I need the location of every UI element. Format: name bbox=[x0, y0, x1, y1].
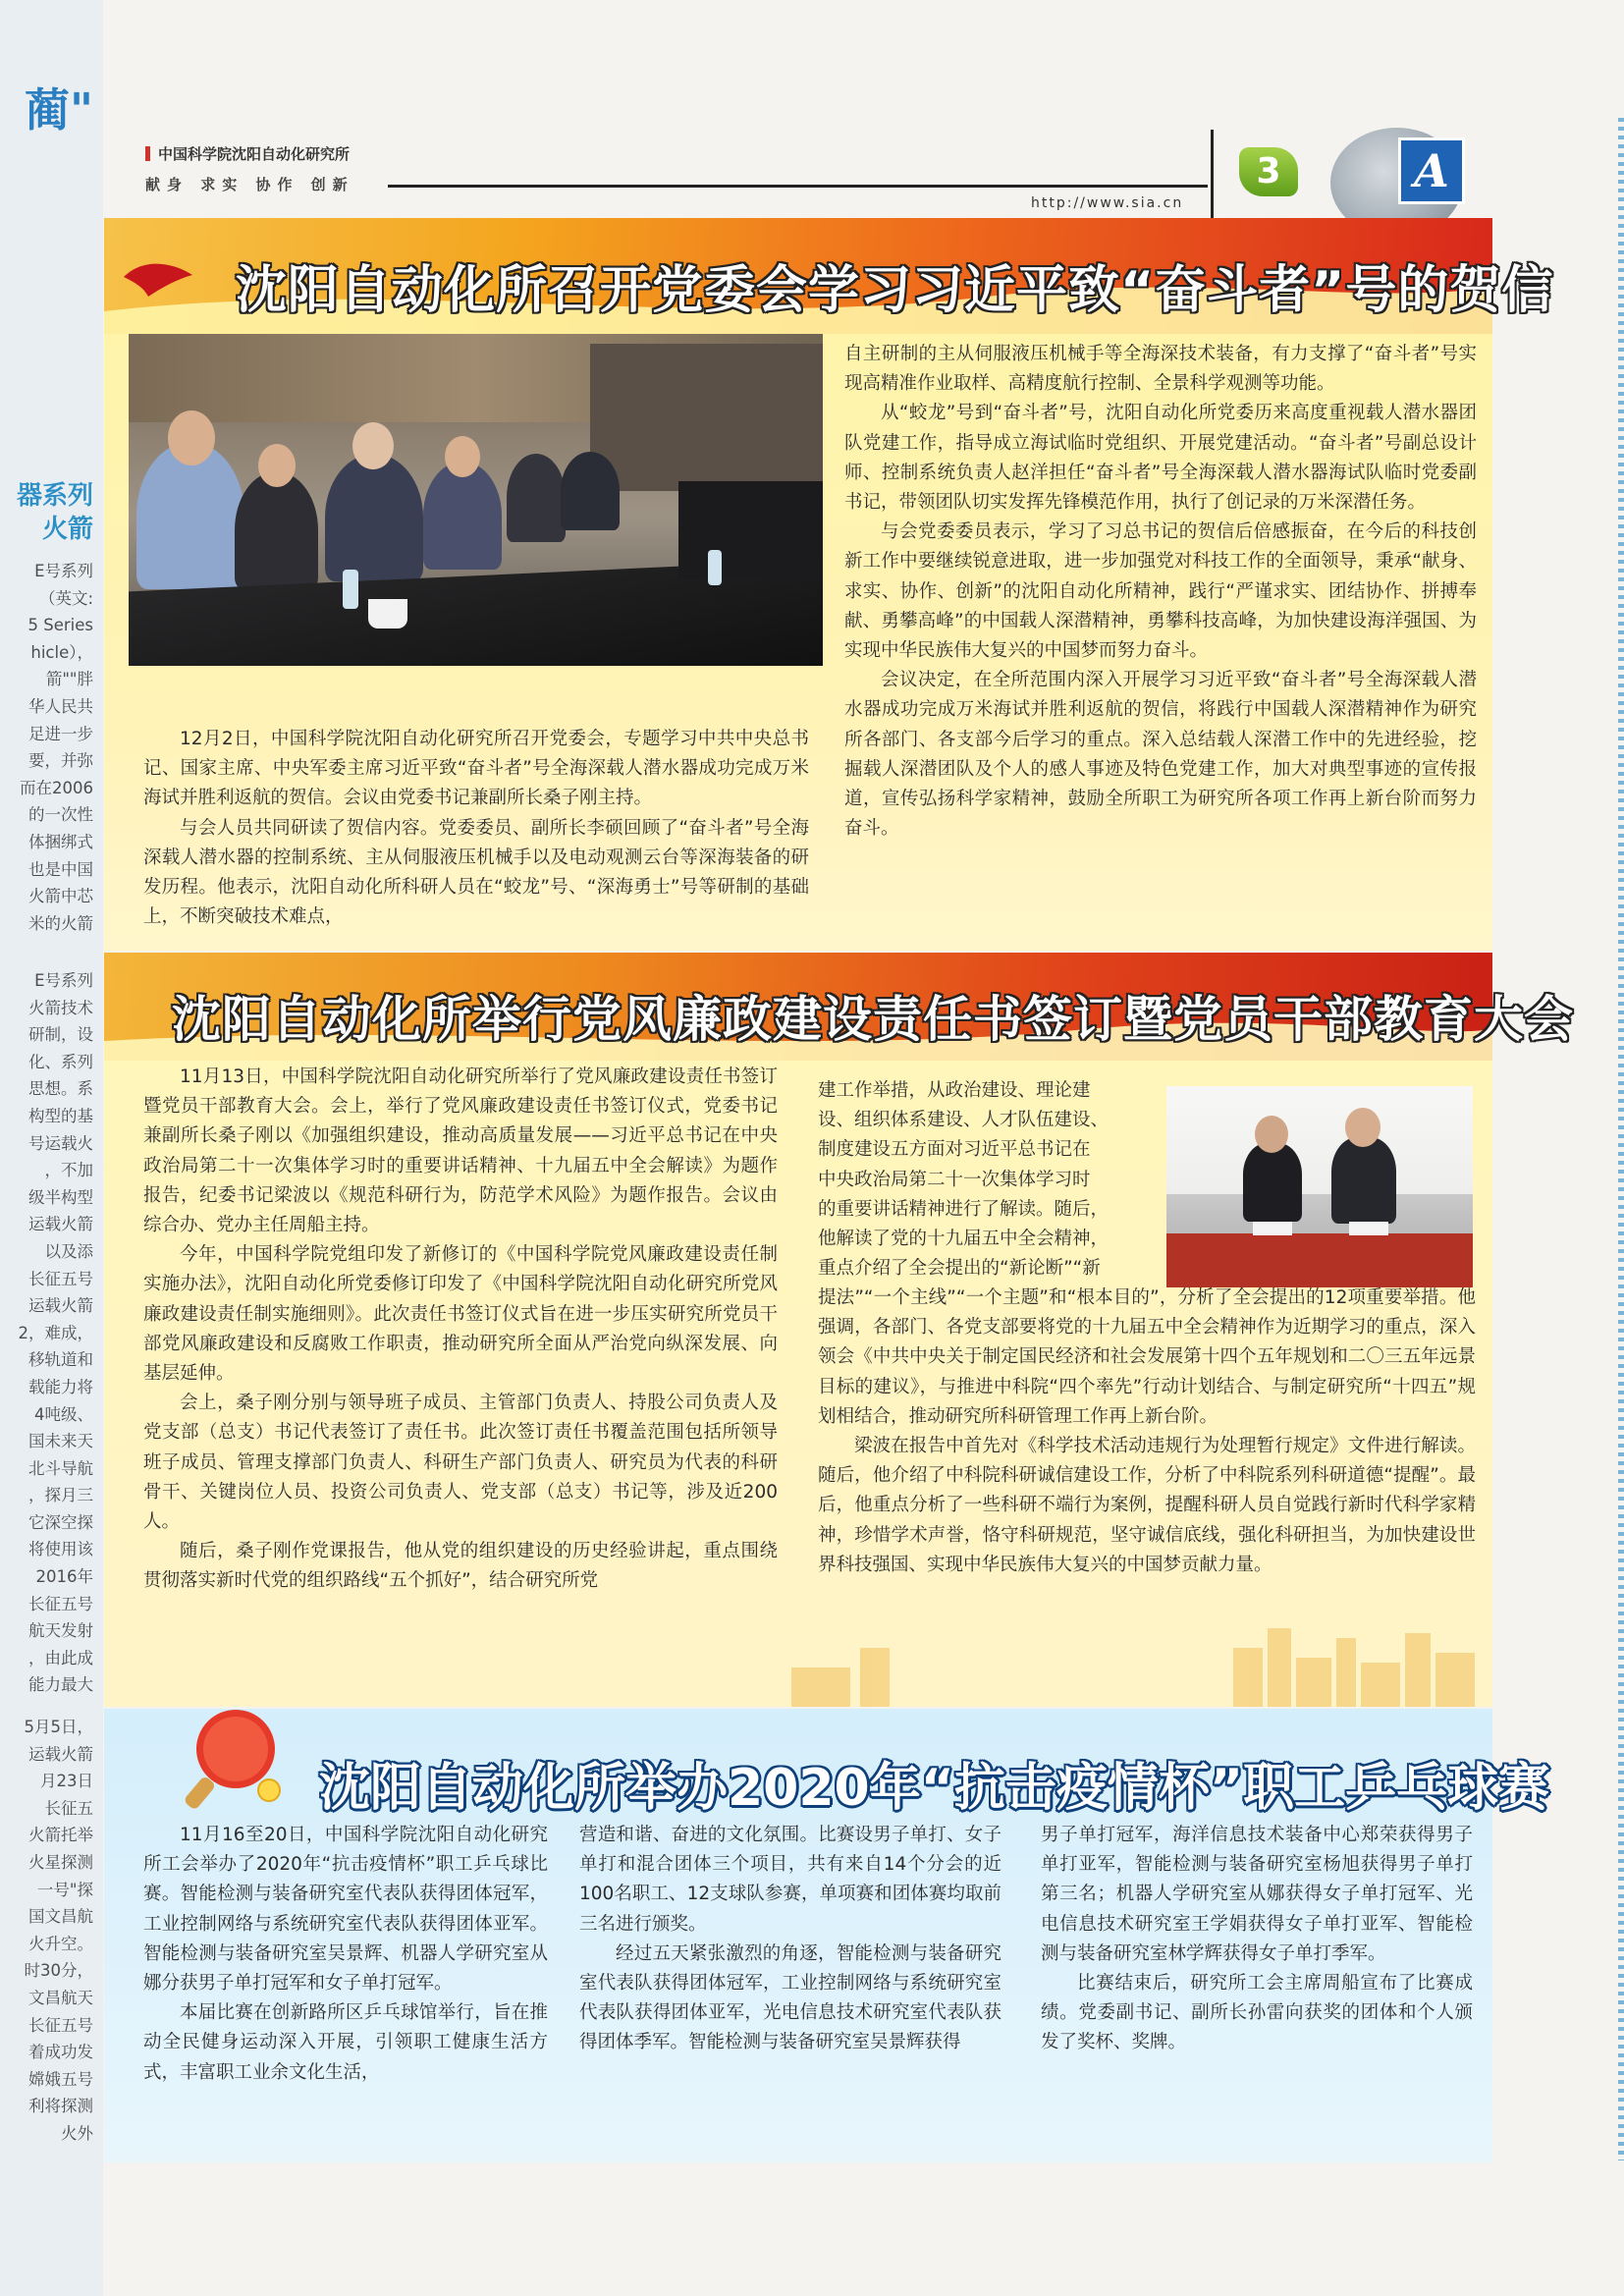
text-line: 他解读了党的十九届五中全会精神， bbox=[818, 1229, 1110, 1250]
paragraph: 经过五天紧张激烈的角逐，智能检测与装备研究室代表队获得团体冠军，工业控制网络与系统研究室代表队获得团体亚军，光电信息技术研究室代表队获得团体季军。智能检测与装备研究室吴景辉获得 bbox=[579, 1942, 1001, 2053]
header-url: http://www.sia.cn bbox=[1031, 195, 1184, 211]
paragraph: 会上，桑子刚分别与领导班子成员、主管部门负责人、持股公司负责人及党支部（总支）书记代表签订了责任书。此次签订责任书覆盖范围包括所领导班子成员、管理支撑部门负责人、科研生产部门负责人、研究员为代表的科研骨干、关键岗位人员、投资公司负责人、党支部（总支）书记等，涉及近200人。 bbox=[143, 1393, 778, 1533]
city-skyline-decoration bbox=[104, 1618, 1492, 1707]
paragraph: 11月13日，中国科学院沈阳自动化研究所举行了党风廉政建设责任书签订暨党员干部教育大会。会上，举行了党风廉政建设责任书签订仪式，党委书记兼副所长桑子刚以《加强组织建设，推动高质量发展——习近平总书记在中央政治局第二十一次集体学习时的重要讲话精神、十九届五中全会解读》为题作报告，纪委书记梁波以《规范科研行为，防范学术风险》为题作报告。会议由综合办、党办主任周船主持。 bbox=[143, 1066, 778, 1236]
strip-text-block-3: 5月5日， 运载火箭 月23日 长征五 火箭托举 火星探测 一号"探 国文昌航 火升空。 时30分， 文昌航天 长征五号 着成功发 嫦娥五号 利将探测 火外 bbox=[24, 1718, 93, 2143]
adjacent-page-strip bbox=[0, 0, 103, 2296]
paragraph: 与会党委委员表示，学习了习总书记的贺信后倍感振奋，在今后的科技创新工作中要继续锐意进取，进一步加强党对科技工作的全面领导，秉承“献身、求实、协作、创新”的沈阳自动化所精神，践行“严谨求实、团结协作、拼搏奉献、勇攀高峰”的中国载人深潜精神，勇攀科技高峰，为加快建设海洋强国、为实现中华民族伟大复兴的中国梦而努力奋斗。 bbox=[844, 521, 1477, 662]
page-number-badge: 3 bbox=[1239, 147, 1298, 196]
paragraph: 梁波在报告中首先对《科学技术活动违规行为处理暂行规定》文件进行解读。随后，他介绍了中科院科研诚信建设工作，分析了中科院系列科研道德“提醒”。最后，他重点分析了一些科研不端行为案例，提醒科研人员自觉践行新时代科学家精神，珍惜学术声誉，恪守科研规范，坚守诚信底线，强化科研担当，为加快建设世界科技强国、实现中华民族伟大复兴的中国梦贡献力量。 bbox=[818, 1436, 1476, 1575]
paragraph: 与会人员共同研读了贺信内容。党委委员、副所长李硕回顾了“奋斗者”号全海深载人潜水器的控制系统、主从伺服液压机械手以及电动观测云台等深海装备的研发历程。他表示，沈阳自动化所科研人员在“蛟龙”号、“深海勇士”号等研制的基础上，不断突破技术难点， bbox=[143, 817, 809, 928]
paragraph: 本届比赛在创新路所区乒乓球馆举行，旨在推动全民健身运动深入开展，引领职工健康生活方式，丰富职工业余文化生活， bbox=[143, 2002, 548, 2083]
sia-logo: A bbox=[1398, 137, 1465, 204]
bird-icon bbox=[124, 264, 192, 297]
strip-text-block-2: E号系列 火箭技术 研制，设 化、系列 思想。系 构型的基 号运载火 ，不加 级半构型 运载火箭 以及添 长征五号 运载火箭 2，难成， 移轨道和 载能力将 4吨级、 国未来天 北斗导航 ，探月三 它深空探 将使用该 2016年 长征五号 航天发射 ，由此成 能力最大 bbox=[18, 971, 93, 1695]
paragraph: 今年，中国科学院党组印发了新修订的《中国科学院党风廉政建设责任制实施办法》，沈阳自动化所党委修订印发了《中国科学院沈阳自动化研究所党风廉政建设责任制实施细则》。此次责任书签订仪式旨在进一步压实研究所党员干部党风廉政建设和反腐败工作职责，推动研究所全面从严治党向纵深发展、向基层延伸。 bbox=[143, 1244, 778, 1385]
text-line: 建工作举措，从政治建设、理论建 bbox=[818, 1080, 1091, 1101]
header-vertical-rule bbox=[1211, 130, 1214, 228]
header-rule bbox=[388, 185, 1208, 188]
water-bottle bbox=[343, 570, 358, 609]
article-3-col-3 bbox=[1041, 1821, 1473, 2058]
article-2-title: 沈阳自动化所举行党风廉政建设责任书签订暨党员干部教育大会 bbox=[172, 991, 1574, 1048]
text-line: 中央政治局第二十一次集体学习时 bbox=[818, 1169, 1091, 1190]
signing-photo bbox=[1166, 1086, 1473, 1287]
paragraph: 11月16至20日，中国科学院沈阳自动化研究所工会举办了2020年“抗击疫情杯”职工乒乓球比赛。智能检测与装备研究室代表队获得团体冠军，工业控制网络与系统研究室代表队获得团体亚军。智能检测与装备研究室吴景辉、机器人学研究室从娜分获男子单打冠军和女子单打冠军。 bbox=[143, 1825, 548, 1995]
text-line: 重点介绍了全会提出的“新论断”“新 bbox=[818, 1258, 1101, 1280]
paragraph: 自主研制的主从伺服液压机械手等全海深技术装备，有力支撑了“奋斗者”号实现高精准作业取样、高精度航行控制、全景科学观测等功能。 bbox=[844, 344, 1477, 395]
article-3-col-1 bbox=[143, 1821, 548, 2088]
header-motto: 献身 求实 协作 创新 bbox=[145, 176, 354, 193]
text-line: 的重要讲话精神进行了解读。随后， bbox=[818, 1198, 1110, 1220]
article-1-right-text bbox=[844, 340, 1477, 844]
teacup-icon bbox=[368, 599, 407, 629]
article-1-title: 沈阳自动化所召开党委会学习习近平致“奋斗者”号的贺信 bbox=[236, 261, 1554, 320]
article-3-col-2 bbox=[579, 1821, 1001, 2058]
header-institution: 中国科学院沈阳自动化研究所 bbox=[145, 143, 350, 164]
paragraph: 男子单打冠军，海洋信息技术装备中心郑荣获得男子单打亚军，智能检测与装备研究室杨旭获得男子单打第三名；机器人学研究室从娜获得女子单打冠军、光电信息技术研究室王学娟获得女子单打亚军、智能检测与装备研究室林学辉获得女子单打季军。 bbox=[1041, 1825, 1473, 1964]
table-red-cloth bbox=[1166, 1233, 1473, 1287]
article-2-right-text bbox=[818, 1284, 1476, 1580]
text-line: 设、组织体系建设、人才队伍建设、 bbox=[818, 1110, 1110, 1131]
paragraph: 12月2日，中国科学院沈阳自动化研究所召开党委会，专题学习中共中央总书记、国家主席、中央军委主席习近平致“奋斗者”号全海深载人潜水器成功完成万米海试并胜利返航的贺信。会议由党委书记兼副所长桑子刚主持。 bbox=[143, 729, 809, 809]
meeting-photo bbox=[129, 334, 823, 666]
ping-pong-paddle-icon bbox=[175, 1704, 283, 1812]
strip-text-block-1: E号系列 （英文: 5 Series hicle）， 箭""胖 华人民共 足进一步 要，并弥 而在2006 的一次性 体捆绑式 也是中国 火箭中芯 米的火箭 bbox=[20, 562, 93, 933]
paragraph: 提法”“一个主线”“一个主题”和“根本目的”，分析了全会提出的12项重要举措。他强调，各部门、各党支部要将党的十九届五中全会精神作为近期学习的重点，深入领会《中共中央关于制定国民经济和社会发展第十四个五年规划和二〇三五年远景目标的建议》，与推进中科院“四个率先”行动计划结合、与制定研究所“十四五”规划相结合，推动研究所科研管理工作再上新台阶。 bbox=[818, 1287, 1476, 1427]
paragraph: 从“蛟龙”号到“奋斗者”号，沈阳自动化所党委历来高度重视载人潜水器团队党建工作，指导成立海试临时党组织、开展党建活动。“奋斗者”号副总设计师、控制系统负责人赵洋担任“奋斗者”号全海深载人潜水器海试队临时党委副书记，带领团队切实发挥先锋模范作用，执行了创记录的万米深潜任务。 bbox=[844, 403, 1477, 514]
strip-series-heading: 器系列 火箭 bbox=[16, 481, 93, 544]
text-line: 制度建设五方面对习近平总书记在 bbox=[818, 1139, 1091, 1161]
strip-fragment-top: 蔺" bbox=[25, 83, 93, 137]
paragraph: 会议决定，在全所范围内深入开展学习习近平致“奋斗者”号全海深载人潜水器成功完成万米海试并胜利返航的贺信，将践行中国载人深潜精神作为研究所各部门、各支部今后学习的重点。深入总结载人深潜工作中的先进经验，挖掘载人深潜团队及个人的感人事迹及特色党建工作，加大对典型事迹的宣传报道，宣传弘扬科学家精神，鼓励全所职工为研究所各项工作再上新台阶而努力奋斗。 bbox=[844, 670, 1477, 840]
article-2-left-text bbox=[143, 1063, 778, 1597]
article-1-left-text bbox=[143, 725, 809, 932]
paragraph: 随后，桑子刚作党课报告，他从党的组织建设的历史经验讲起，重点围绕贯彻落实新时代党的组织路线“五个抓好”，结合研究所党 bbox=[143, 1541, 778, 1592]
article-2-right-top-text bbox=[818, 1076, 1162, 1284]
water-bottle-2 bbox=[708, 550, 722, 585]
paragraph: 比赛结束后，研究所工会主席周船宣布了比赛成绩。党委副书记、副所长孙雷向获奖的团体和个人颁发了奖杯、奖牌。 bbox=[1041, 1973, 1473, 2053]
paragraph: 营造和谐、奋进的文化氛围。比赛设男子单打、女子单打和混合团体三个项目，共有来自14个分会的近100名职工、12支球队参赛，单项赛和团体赛均取前三名进行颁奖。 bbox=[579, 1825, 1001, 1935]
article-3-title: 沈阳自动化所举办2020年“抗击疫情杯”职工乒乓球赛 bbox=[319, 1759, 1550, 1818]
